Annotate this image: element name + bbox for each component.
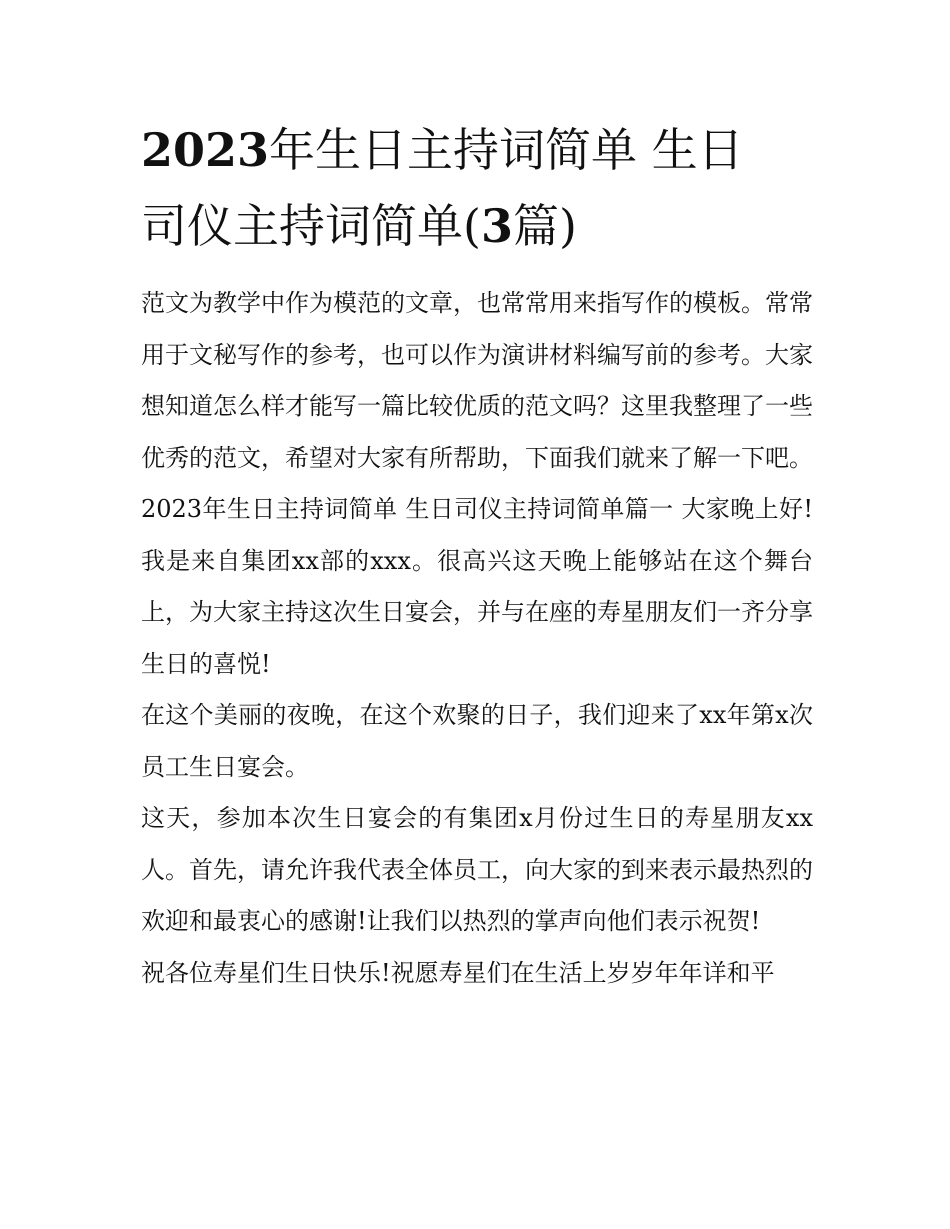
document-content	[141, 112, 813, 999]
body-paragraph-1: 2023年生日主持词简单 生日司仪主持词简单篇一 大家晚上好!我是来自集团xx部的xxx。很高兴这天晚上能够站在这个舞台上，为大家主持这次生日宴会，并与在座的寿星朋友们一齐分享生日的喜悦!	[141, 495, 813, 678]
document-title	[141, 112, 813, 264]
body-paragraph-3: 这天，参加本次生日宴会的有集团x月份过生日的寿星朋友xx人。首先，请允许我代表全体员工，向大家的到来表示最热烈的欢迎和最衷心的感谢!让我们以热烈的掌声向他们表示祝贺!	[141, 804, 813, 935]
intro-paragraph: 范文为教学中作为模范的文章，也常常用来指写作的模板。常常用于文秘写作的参考，也可以作为演讲材料编写前的参考。大家想知道怎么样才能写一篇比较优质的范文吗？这里我整理了一些优秀的范文，希望对大家有所帮助，下面我们就来了解一下吧。	[141, 289, 813, 472]
title-year: 2023	[141, 123, 270, 177]
title-line2-end: 篇)	[512, 199, 577, 253]
title-count: 3	[480, 199, 513, 253]
title-line2-start: 司仪主持词简单(	[141, 199, 481, 253]
title-line1-text: 年生日主持词简单 生日	[269, 123, 744, 177]
body-paragraph-4: 祝各位寿星们生日快乐!祝愿寿星们在生活上岁岁年年详和平	[141, 958, 775, 987]
body-paragraph-2: 在这个美丽的夜晚，在这个欢聚的日子，我们迎来了xx年第x次员工生日宴会。	[141, 701, 813, 781]
